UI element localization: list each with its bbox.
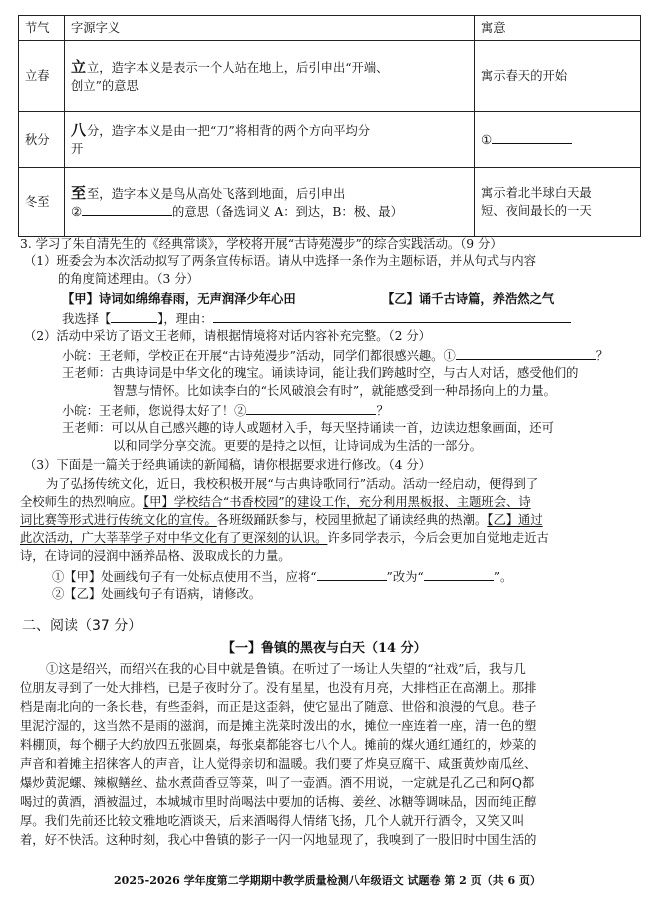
meaning-cell: ① — [475, 112, 641, 168]
q3-part2: （2）活动中采访了语文王老师，请根据情境将对话内容补充完整。（2 分） — [24, 329, 431, 343]
header-origin: 字源字义 — [65, 16, 475, 41]
reading-line: 档是南北向的一条长巷，有些歪斜，而正是这歪斜，使它显出了随意、世俗和浪漫的气息。巷子 — [20, 700, 537, 714]
origin-cell: ⽴立，造字本义是表示一个人站在地上，后引申出“开端、 创立”的意思 — [65, 41, 475, 112]
origin-cell: 至至，造字本义是鸟从高处飞落到地面，后引申出 ② 的意思（备选词义 A：到达，B：极、最） — [65, 168, 475, 237]
news-line3: 词比赛等形式进行传统文化的宣传。各班级踊跃参与，校园里掀起了诵读经典的热潮。【乙】通过 — [20, 513, 543, 527]
q3-part1-line1: （1）班委会为本次活动拟写了两条宣传标语。请从中选择一条作为主题标语，并从句式与内容 — [24, 254, 536, 268]
question-3-stem: 3. 学习了朱自清先生的《经典常谈》，学校将开展“古诗苑漫步”的综合实践活动。（9 分） — [20, 237, 503, 251]
news-line2: 全校师生的热烈响应。【甲】学校结合“书香校园”的建设工作，充分利用黑板报、主题班会、诗 — [20, 495, 531, 509]
header-term: 节气 — [19, 16, 65, 41]
table-row — [19, 41, 641, 112]
reading-line: 里泥泞湿的，这当然不是雨的滋润，而是摊主洗菜时泼出的水，摊位一座连着一座，清一色的塑 — [20, 719, 537, 733]
reading-line: 料棚顶，每个棚子大约放四五张圆桌，每张桌都能容七八个人。摊前的煤火通红通红的，炒菜的 — [20, 738, 537, 752]
reading-line: 喝过的黄酒，酒被温过，本城城市里时尚喝法中要加的话梅、姜丝、冰糖等调味品，因而纯正醇 — [20, 795, 537, 809]
reading-line: 声音和着摊主招徕客人的声音，让人觉得亲切和温暖。我们要了炸臭豆腐干、咸蛋黄炒南瓜丝、 — [20, 757, 537, 771]
term-cell: 立春 — [19, 41, 65, 112]
reason-blank[interactable] — [213, 310, 571, 323]
origin-cell: 八分，造字本义是由一把“刀”将相背的两个方向平均分 开 — [65, 112, 475, 168]
reading-line: 厚。我们先前还比较文雅地吃酒谈天，后来酒喝得人情绪飞扬，几个人就开行酒令，又笑又叫 — [20, 814, 525, 828]
fix-blank-1[interactable] — [317, 568, 387, 581]
term-cell: 冬至 — [19, 168, 65, 237]
section-heading: 二、阅读（37 分） — [22, 618, 143, 634]
meaning-cell: 寓示春天的开始 — [475, 41, 641, 112]
page-footer: 2025-2026 学年度第二学期期中教学质量检测八年级语文 试题卷 第 2 页（共 6 页） — [114, 874, 541, 887]
table-row — [19, 112, 641, 168]
answer-blank-2[interactable] — [82, 203, 172, 216]
term-cell: 秋分 — [19, 112, 65, 168]
meaning-cell: 寓示着北半球白天最 短、夜间最长的一天 — [475, 168, 641, 237]
q3-part3: （3）下面是一篇关于经典诵读的新闻稿，请你根据要求进行修改。（4 分） — [24, 458, 431, 472]
news-line5: 诗，在诗词的浸润中涵养品格、汲取成长的力量。 — [20, 549, 291, 563]
oracle-glyph-icon: 八 — [71, 121, 87, 139]
fix-blank-2[interactable] — [424, 568, 494, 581]
news-line4: 此次活动，广大莘莘学子对中华文化有了更深刻的认识。许多同学表示，今后会更加自觉地走近古 — [20, 531, 549, 545]
oracle-glyph-icon: ⽴ — [71, 57, 87, 76]
reading-line: 着，好不快活。这种时刻，我心中鲁镇的影子一闪一闪地显现了，我嗅到了一股旧时中国生活的 — [20, 833, 537, 847]
dialogue-4-line1: 王老师：可以从自己感兴趣的诗人或题材入手，每天坚持诵读一首，边读边想象画面，还可 — [62, 421, 554, 435]
oracle-glyph-icon: 至 — [71, 183, 87, 202]
table-row — [19, 168, 641, 237]
dialogue-blank-1[interactable] — [456, 347, 596, 360]
dialogue-3: 小皖：王老师，您说得太好了！② ？ — [62, 404, 389, 418]
answer-blank-1[interactable] — [492, 131, 572, 144]
news-line1: 为了弘扬传统文化，近日，我校积极开展“与古典诗歌同行”活动。活动一经启动，便得到了 — [46, 477, 539, 491]
header-meaning: 寓意 — [475, 16, 641, 41]
dialogue-1: 小皖：王老师，学校正在开展“古诗苑漫步”活动，同学们都很感兴趣。① ？ — [62, 349, 609, 363]
dialogue-4-line2: 以和同学分享交流。更要的是持之以恒，让诗词成为生活的一部分。 — [113, 439, 482, 453]
reading-title: 【一】鲁镇的黑夜与白天（14 分） — [222, 641, 427, 656]
q3-part1-line2: 的角度简述理由。（3 分） — [58, 272, 199, 286]
dialogue-2-line2: 智慧与情怀。比如读李白的“长风破浪会有时”，就能感受到一种昂扬向上的力量。 — [113, 384, 556, 398]
reading-line: ①这是绍兴，而绍兴在我的心目中就是鲁镇。在听过了一场让人失望的“社戏”后，我与几 — [46, 662, 526, 676]
dialogue-blank-2[interactable] — [246, 402, 376, 415]
slogan-a: 【甲】诗词如绵绵春雨，无声润泽少年心田 — [62, 291, 296, 306]
table-header-row — [19, 16, 641, 41]
choice-line: 我选择【 】，理由： — [62, 310, 571, 327]
fix-2: ②【乙】处画线句子有语病，请修改。 — [52, 587, 262, 601]
solar-term-table — [18, 15, 641, 237]
reading-line: 爆炒黄泥螺、辣椒鳝丝、盐水煮茴香豆等菜，叫了一壶酒。酒不用说，一定就是孔乙己和阿Q都 — [20, 776, 535, 790]
slogan-b: 【乙】诵千古诗篇，养浩然之气 — [382, 291, 555, 306]
choice-blank[interactable] — [111, 310, 157, 323]
fix-1: ①【甲】处画线句子有一处标点使用不当，应将“ ”改为“ ”。 — [52, 570, 513, 584]
reading-line: 位朋友寻到了一处大排档，已是子夜时分了。没有星星，也没有月亮，大排档正在高潮上。那排 — [20, 681, 537, 695]
dialogue-2-line1: 王老师：古典诗词是中华文化的瑰宝。诵读诗词，能让我们跨越时空，与古人对话，感受他们的 — [62, 366, 579, 380]
